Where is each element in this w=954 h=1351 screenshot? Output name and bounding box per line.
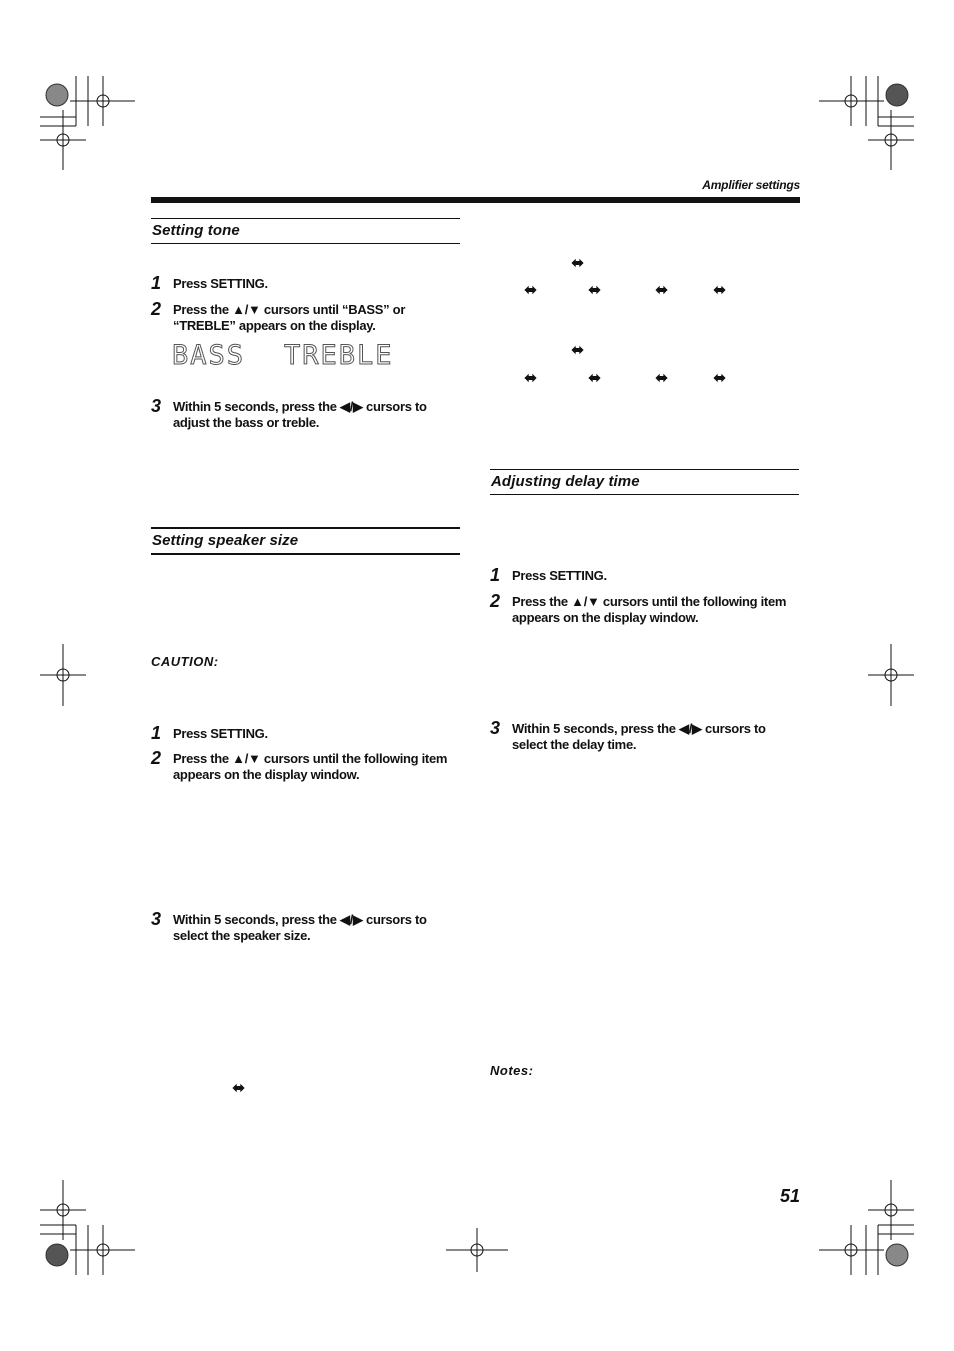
delay-step-2: 2 Press the ▲/▼ cursors until the following item appears on the display window. [490,591,787,625]
page-number: 51 [779,1186,800,1206]
delay-step-1: 1 Press SETTING. [490,565,607,585]
caution-label: CAUTION: [151,654,219,669]
lcd-bass: BASS [172,340,246,371]
running-header: Amplifier settings [702,178,800,192]
double-arrow-icon: ⬌ [571,340,585,359]
double-arrow-icon: ⬌ [588,368,602,387]
double-arrow-icon: ⬌ [232,1078,246,1097]
delay-time-heading: Adjusting delay time [490,469,799,495]
double-arrow-icon: ⬌ [588,280,602,299]
speaker-step-2: 2 Press the ▲/▼ cursors until the following item appears on the display window. [151,748,448,782]
speaker-size-heading: Setting speaker size [151,527,460,555]
double-arrow-icon: ⬌ [524,280,538,299]
double-arrow-icon: ⬌ [524,368,538,387]
double-arrow-icon: ⬌ [571,253,585,272]
delay-step-3: 3 Within 5 seconds, press the ◀/▶ cursors to select the delay time. [490,718,766,752]
tone-step-1: 1 Press SETTING. [151,273,268,293]
double-arrow-icon: ⬌ [655,368,669,387]
double-arrow-icon: ⬌ [713,368,727,387]
double-arrow-icon: ⬌ [655,280,669,299]
setting-tone-heading: Setting tone [151,218,460,244]
notes-label: Notes: [490,1063,534,1078]
tone-step-3: 3 Within 5 seconds, press the ◀/▶ cursors to adjust the bass or treble. [151,396,427,430]
speaker-step-1: 1 Press SETTING. [151,723,268,743]
lcd-treble: TREBLE [284,340,394,371]
double-arrow-icon: ⬌ [713,280,727,299]
header-rule [151,197,800,203]
tone-step-2: 2 Press the ▲/▼ cursors until “BASS” or “TREBLE” appears on the display. [151,299,406,333]
speaker-step-3: 3 Within 5 seconds, press the ◀/▶ cursors to select the speaker size. [151,909,427,943]
